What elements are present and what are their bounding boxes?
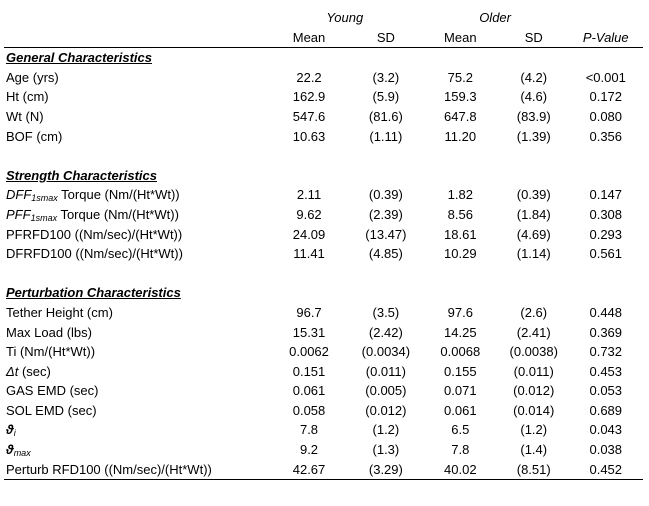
column-header-row (4, 28, 643, 48)
row-label-text: (sec) (18, 363, 51, 379)
young-mean: 24.09 (292, 226, 326, 242)
row-label (4, 205, 268, 225)
section-title-general: General Characteristics (6, 50, 152, 66)
older-sd: (2.6) (520, 304, 548, 320)
row-label: Tether Height (cm) (6, 304, 113, 320)
older-sd: (0.39) (516, 187, 551, 203)
row-label: Ht (cm) (6, 89, 49, 105)
row-label: Max Load (lbs) (6, 324, 92, 340)
p-value: 0.043 (589, 422, 623, 438)
young-mean: 15.31 (292, 324, 326, 340)
young-mean: 0.061 (292, 383, 326, 399)
older-mean: 8.56 (447, 206, 473, 222)
row-label-symbol: PFF (6, 206, 31, 222)
older-mean: 75.2 (447, 69, 473, 85)
young-mean-header: Mean (268, 28, 350, 48)
row-label-text: Torque (Nm/(Ht*Wt)) (57, 206, 179, 222)
young-mean: 42.67 (268, 460, 350, 480)
young-sd: (5.9) (372, 89, 400, 105)
older-mean: 0.071 (444, 383, 477, 399)
row-label-symbol: ϑ (6, 422, 14, 438)
row-label (4, 440, 268, 460)
young-sd: (3.5) (372, 304, 400, 320)
young-mean: 9.62 (296, 206, 322, 222)
row-label-subscript: 1smax (31, 193, 58, 204)
young-mean: 0.058 (292, 402, 326, 418)
table-row (4, 127, 643, 147)
older-sd: (2.41) (516, 324, 551, 340)
table-row (4, 401, 643, 421)
older-sd: (0.012) (513, 383, 555, 399)
p-value: 0.293 (589, 226, 623, 242)
p-value: 0.689 (589, 402, 623, 418)
older-sd: (1.4) (520, 442, 548, 458)
p-value: 0.308 (589, 206, 623, 222)
older-mean: 0.061 (444, 402, 477, 418)
young-sd: (1.3) (372, 442, 400, 458)
table-row (4, 381, 643, 401)
young-sd: (2.42) (368, 324, 403, 340)
row-label-subscript: max (13, 448, 31, 459)
row-label-symbol: DFF (6, 187, 32, 203)
older-sd: (83.9) (516, 108, 551, 124)
young-sd: (4.85) (368, 246, 403, 262)
p-value-header: P-Value (569, 28, 643, 48)
young-sd: (0.0034) (361, 344, 411, 360)
older-mean: 0.155 (444, 363, 477, 379)
row-label (4, 362, 268, 382)
table-row (4, 440, 643, 460)
table-row (4, 68, 643, 88)
row-label: Ti (Nm/(Ht*Wt)) (6, 344, 96, 360)
table-row (4, 420, 643, 440)
young-mean: 2.11 (296, 187, 322, 203)
older-mean: 40.02 (422, 460, 499, 480)
p-value: 0.448 (589, 304, 623, 320)
older-sd: (1.14) (516, 246, 551, 262)
row-label-subscript: i (13, 428, 16, 439)
young-mean: 96.7 (296, 304, 322, 320)
older-sd: (1.2) (520, 422, 548, 438)
young-sd: (13.47) (365, 226, 407, 242)
spacer-row (4, 146, 643, 166)
older-mean: 10.29 (444, 246, 477, 262)
young-sd: (3.2) (372, 69, 400, 85)
table-row (4, 362, 643, 382)
young-sd: (1.11) (369, 128, 403, 144)
table-row (4, 205, 643, 225)
young-mean: 0.0062 (289, 344, 329, 360)
p-value: 0.080 (589, 108, 623, 124)
table-row (4, 323, 643, 343)
characteristics-table (4, 8, 643, 480)
older-mean: 18.61 (444, 226, 477, 242)
spacer-row (4, 264, 643, 284)
older-sd: (0.011) (513, 363, 554, 379)
table-row (4, 303, 643, 323)
row-label: Wt (N) (6, 108, 44, 124)
older-mean: 11.20 (444, 128, 477, 144)
older-mean: 6.5 (451, 422, 470, 438)
older-mean: 0.0068 (440, 344, 481, 360)
table-row (4, 107, 643, 127)
p-value: 0.732 (589, 344, 623, 360)
older-sd-header: SD (499, 28, 569, 48)
table-row (4, 244, 643, 264)
row-label-subscript: 1smax (30, 212, 58, 223)
table-row (4, 185, 643, 205)
young-sd: (81.6) (368, 108, 403, 124)
row-label: BOF (cm) (6, 128, 63, 144)
older-mean: 647.8 (444, 108, 477, 124)
older-mean: 7.8 (451, 442, 470, 458)
row-label (4, 420, 268, 440)
p-value: 0.356 (589, 128, 623, 144)
group-older-label: Older (479, 10, 511, 25)
older-sd: (0.014) (513, 402, 555, 418)
older-sd: (4.2) (520, 69, 548, 85)
table-row (4, 342, 643, 362)
row-label: PFRFD100 ((Nm/sec)/(Ht*Wt)) (6, 226, 183, 242)
young-mean: 0.151 (292, 363, 326, 379)
row-label (4, 185, 268, 205)
young-sd: (2.39) (368, 206, 403, 222)
row-label-symbol: Δt (6, 363, 19, 379)
p-value: <0.001 (585, 69, 626, 85)
table-row (4, 225, 643, 245)
row-label-symbol: ϑ (6, 442, 14, 458)
p-value: 0.038 (589, 442, 623, 458)
group-header-row (4, 8, 643, 28)
row-label: Age (yrs) (6, 69, 59, 85)
young-sd: (0.011) (365, 363, 406, 379)
section-title-perturbation: Perturbation Characteristics (6, 285, 181, 301)
older-sd: (4.6) (520, 89, 548, 105)
table-row (4, 460, 643, 480)
young-sd-header: SD (350, 28, 422, 48)
young-mean: 9.2 (299, 442, 319, 458)
p-value: 0.053 (589, 383, 623, 399)
p-value: 0.452 (569, 460, 643, 480)
p-value: 0.453 (589, 363, 623, 379)
older-sd: (1.39) (516, 128, 551, 144)
older-sd: (0.0038) (509, 344, 558, 360)
section-title-strength: Strength Characteristics (6, 167, 157, 183)
row-label: SOL EMD (sec) (6, 402, 97, 418)
section-row-perturbation (4, 283, 643, 303)
older-sd: (8.51) (499, 460, 569, 480)
young-mean: 7.8 (299, 422, 319, 438)
older-mean: 97.6 (447, 304, 473, 320)
row-label: GAS EMD (sec) (6, 383, 99, 399)
older-mean-header: Mean (422, 28, 499, 48)
young-sd: (0.012) (365, 402, 407, 418)
young-mean: 547.6 (292, 108, 326, 124)
older-mean: 1.82 (447, 187, 473, 203)
young-sd: (0.005) (365, 383, 407, 399)
older-mean: 14.25 (444, 324, 477, 340)
young-mean: 10.63 (292, 128, 326, 144)
older-sd: (4.69) (516, 226, 551, 242)
older-sd: (1.84) (516, 206, 551, 222)
p-value: 0.147 (589, 187, 623, 203)
group-young-label: Young (326, 10, 364, 25)
young-mean: 11.41 (293, 246, 325, 262)
young-mean: 162.9 (292, 89, 326, 105)
table-row (4, 87, 643, 107)
p-value: 0.561 (589, 246, 623, 262)
young-sd: (0.39) (368, 187, 403, 203)
row-label: DFRFD100 ((Nm/sec)/(Ht*Wt)) (6, 246, 183, 262)
row-label: Perturb RFD100 ((Nm/sec)/(Ht*Wt)) (4, 460, 268, 480)
p-value: 0.369 (589, 324, 623, 340)
young-sd: (1.2) (372, 422, 400, 438)
young-sd: (3.29) (350, 460, 422, 480)
section-row-strength (4, 166, 643, 186)
row-label-text: Torque (Nm/(Ht*Wt)) (57, 187, 180, 203)
section-row-general (4, 48, 643, 68)
p-value: 0.172 (589, 89, 623, 105)
older-mean: 159.3 (444, 89, 477, 105)
young-mean: 22.2 (296, 69, 322, 85)
